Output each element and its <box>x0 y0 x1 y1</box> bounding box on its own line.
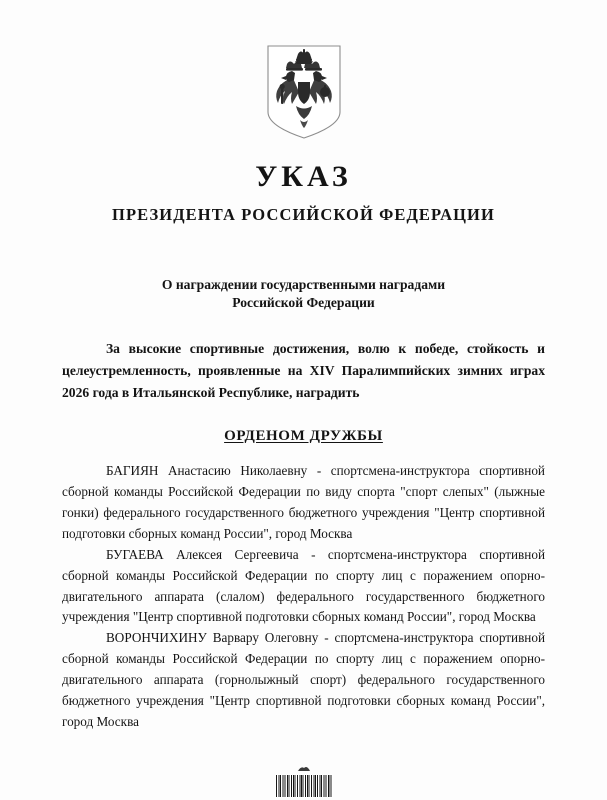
decree-subject-line-1: О награждении государственными наградами <box>161 277 446 292</box>
title-block <box>0 160 607 225</box>
document-barcode-icon <box>275 774 333 798</box>
recipient-entry: БУГАЕВА Алексея Сергеевича - спортсмена-инструктора спортивной сборной команды Российской Федерации по спорту лиц с поражением опорно-двигательного аппарата (слалом) федерального государственного бюджетного учреждения "Центр спортивной подготовки сборных команд России", город Москва <box>62 546 545 625</box>
award-heading <box>0 428 607 445</box>
recipients-list <box>62 461 545 733</box>
russian-federation-coat-of-arms-icon <box>262 42 346 142</box>
recipient-entry: ВОРОНЧИХИНУ Варвару Олеговну - спортсмена-инструктора спортивной сборной команды Российской Федерации по спорту лиц с поражением опорно-двигательного аппарата (горнолыжный спорт) федерального государственного бюджетного учреждения "Центр спортивной подготовки сборных команд России", город Москва <box>62 630 545 730</box>
coat-of-arms-container <box>0 42 607 142</box>
award-heading-label: ОРДЕНОМ ДРУЖБЫ <box>224 428 383 444</box>
page-title: УКАЗ <box>255 160 352 193</box>
barcode-container <box>0 765 607 798</box>
page-subtitle: ПРЕЗИДЕНТА РОССИЙСКОЙ ФЕДЕРАЦИИ <box>112 205 495 224</box>
decree-subject-line-2: Российской Федерации <box>232 294 375 310</box>
decree-subject <box>0 276 607 312</box>
recipient-entry: БАГИЯН Анастасию Николаевну - спортсмена-инструктора спортивной сборной команды Российской Федерации по виду спорта "спорт слепых" (лыжные гонки) федерального государственного бюджетного учреждения "Центр спортивной подготовки сборных команд России", город Москва <box>62 463 545 541</box>
decree-preamble: За высокие спортивные достижения, волю к победе, стойкость и целеустремленность, проявленные на XIV Паралимпийских зимних играх 2026 года в Итальянской Республике, наградить <box>62 341 545 401</box>
barcode-top-mark-icon <box>296 765 312 773</box>
